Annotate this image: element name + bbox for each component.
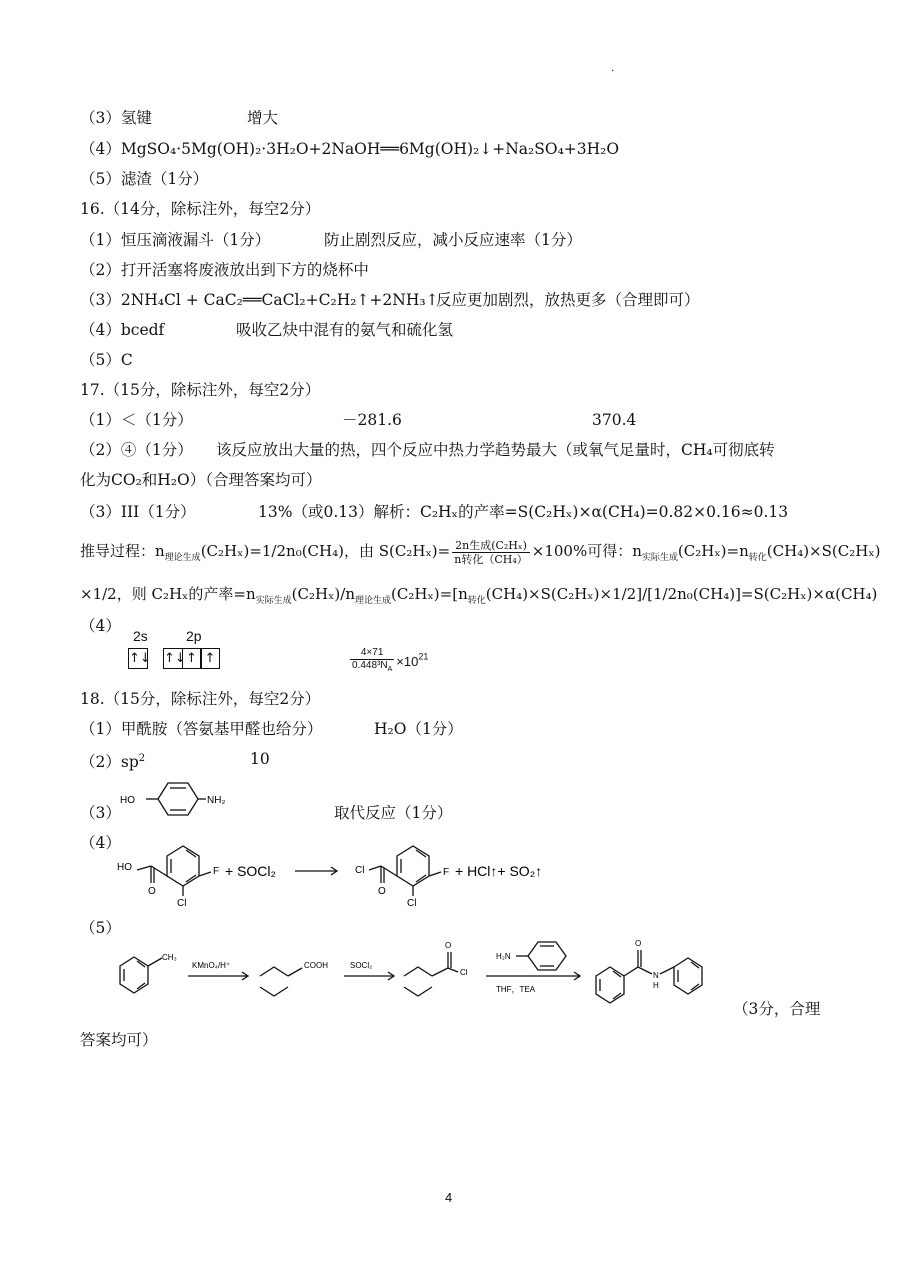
q18-header: 18.（15分，除标注外，每空2分） — [80, 690, 321, 708]
chem-label-o: O — [445, 941, 452, 950]
q15-a3-value: 增大 — [247, 109, 279, 127]
chem-label-o: O — [148, 886, 156, 897]
q18-a3-value: 取代反应（1分） — [334, 804, 453, 822]
q18-a5-note-cont: 答案均可） — [80, 1031, 158, 1049]
q16-header: 16.（14分，除标注外，每空2分） — [80, 200, 321, 218]
corner-mark: · — [611, 66, 615, 77]
q17-a1-value1: －281.6 — [342, 411, 402, 429]
q16-a2: （2）打开活塞将废液放出到下方的烧杯中 — [80, 261, 369, 279]
chem-label-nh2: NH₂ — [207, 795, 226, 806]
density-expression: $\frac{4\times 71}{0.448^3N_A}$ $\times 10^{21}$ — [352, 647, 429, 673]
q18-a1-label: （1）甲酰胺（答氨基甲醛也给分） — [80, 720, 323, 738]
q15-a5: （5）滤渣（1分） — [80, 170, 209, 188]
orbital-2p-boxes — [163, 648, 219, 669]
q18-a5-note: （3分，合理 — [733, 1000, 821, 1018]
q18-a1-value: H₂O（1分） — [374, 720, 463, 738]
chem-label-f: F — [443, 867, 450, 878]
chem-reagent-thf-tea: THF，TEA — [496, 985, 536, 994]
orbital-box: ↑↓ — [163, 648, 183, 669]
q17-a2-line2: 化为CO₂和H₂O）（合理答案均可） — [80, 471, 322, 489]
q17-derivation-line2: ×1/2，则 C₂Hₓ的产率$=n_{实际生成}(C_2H_x)/n_{理论生成}(C_2H_x)=[n_{转化}(CH_4)\times S(C_2H_x)\times 1/2]/[1/2n_0(CH_4)]=S(C_2H_x)\times\alpha(CH_4)$ — [80, 585, 878, 606]
chem-label-cl: Cl — [177, 898, 187, 909]
orbital-2s-box — [128, 648, 151, 669]
q15-a4: （4）MgSO₄·5Mg(OH)₂·3H₂O+2NaOH══6Mg(OH)₂↓+Na₂SO₄+3H₂O — [80, 140, 620, 158]
q17-a1-value2: 370.4 — [592, 411, 637, 429]
q17-a3-value: 13%（或0.13）解析：C₂Hₓ的产率=S(C₂Hₓ)×α(CH₄)=0.82×0.16≈0.13 — [258, 503, 789, 521]
q17-a1-label: （1）＜（1分） — [80, 411, 193, 429]
q18-a2-value: 10 — [250, 750, 270, 768]
chem-label-ho: HO — [120, 795, 135, 806]
chem-label-o: O — [635, 939, 642, 948]
chem-products: + HCl↑+ SO₂↑ — [455, 863, 543, 879]
q17-derivation-line1: 推导过程：$n_{理论生成}(C_2H_x)=1/2n_0(CH_4)$，由 S(C₂Hₓ)= $\frac{\text{2n生成(C₂Hₓ)}}{\text{n转化（CH₄）}}$ ×100%可得：$n_{实际生成}(C_2H_x)=n_{转化}(CH_4)\times S(C_2H_x)$ — [80, 538, 881, 566]
chem-label-cl: Cl — [407, 898, 417, 909]
chem-label-h: H — [653, 981, 659, 990]
chem-reagent-kmno4: KMnO₄/H⁺ — [192, 961, 231, 970]
q16-a3-value: 反应更加剧烈，放热更多（合理即可） — [436, 291, 700, 309]
synthesis-route — [108, 930, 728, 1010]
orbital-2s-label: 2s — [133, 628, 148, 644]
q16-a4-value: 吸收乙炔中混有的氨气和硫化氢 — [236, 321, 454, 339]
chem-label-cl: Cl — [355, 865, 365, 876]
orbital-box: ↑ — [200, 648, 220, 669]
chem-label-ho: HO — [117, 862, 132, 873]
q15-a3-label: （3）氢键 — [80, 109, 152, 127]
chem-label-o: O — [378, 886, 386, 897]
orbital-box: ↑↓ — [128, 648, 148, 669]
q18-a3-label: （3） — [80, 804, 121, 822]
q18-a5-label: （5） — [80, 919, 121, 937]
chem-label-cl: Cl — [460, 968, 468, 977]
orbital-2p-label: 2p — [186, 628, 202, 644]
q16-a4-label: （4）bcedf — [80, 321, 165, 339]
chem-label-f: F — [213, 866, 220, 877]
q16-a3-label: （3）2NH₄Cl + CaC₂══CaCl₂+C₂H₂↑+2NH₃↑ — [80, 291, 439, 309]
chem-reagent-socl2: SOCl₂ — [350, 961, 373, 970]
q16-a5: （5）C — [80, 351, 133, 369]
yield-fraction: $\frac{\text{2n生成(C₂Hₓ)}}{\text{n转化（CH₄）}}$ — [454, 538, 528, 566]
chem-label-h2n: H₂N — [496, 952, 511, 961]
chem-reagent-socl2: + SOCl₂ — [225, 863, 276, 879]
q17-a3-label: （3）III（1分） — [80, 503, 196, 521]
q18-a2-label: $(2)sp^2$ — [80, 753, 146, 772]
chem-label-cooh: COOH — [304, 961, 328, 970]
page-number: 4 — [445, 1190, 453, 1205]
chem-label-n: N — [653, 971, 659, 980]
q17-header: 17.（15分，除标注外，每空2分） — [80, 381, 321, 399]
q17-a2-line1: （2）④（1分） 该反应放出大量的热，四个反应中热力学趋势最大（或氧气足量时，CH₄可彻底转 — [80, 441, 775, 459]
orbital-box: ↑ — [182, 648, 202, 669]
q16-a1-value: 防止剧烈反应，减小反应速率（1分） — [324, 231, 582, 249]
q17-a4-label: （4） — [80, 617, 121, 635]
q18-a4-label: （4） — [80, 834, 121, 852]
acyl-chloride-reaction — [115, 828, 585, 908]
aminophenol-structure — [118, 776, 228, 822]
chem-label-ch3: CH₃ — [162, 953, 177, 962]
q16-a1-label: （1）恒压滴液漏斗（1分） — [80, 231, 271, 249]
